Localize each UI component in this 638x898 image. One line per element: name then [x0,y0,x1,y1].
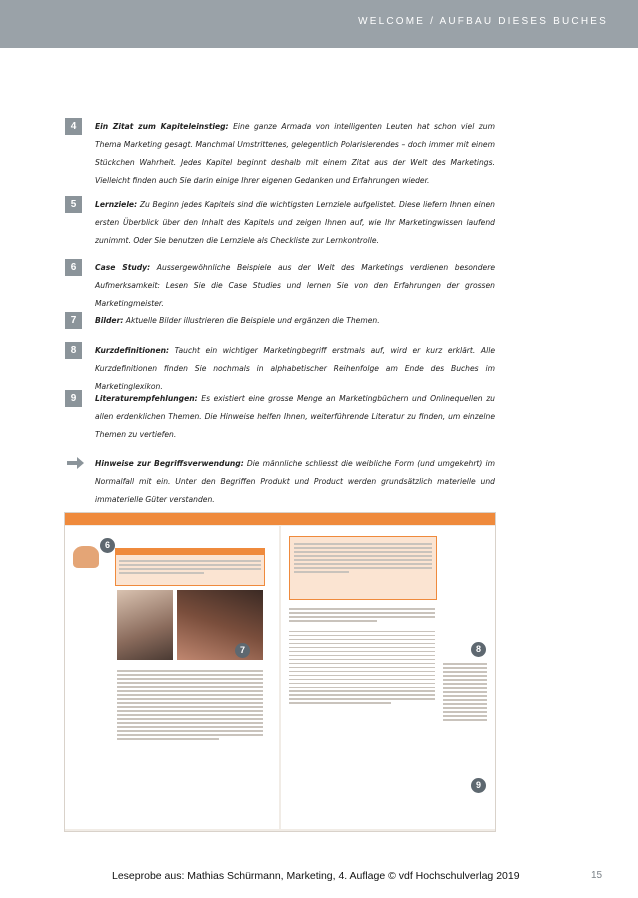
sample-photo-angels [117,590,173,660]
number-badge: 5 [65,196,82,213]
note-term: Hinweise zur Begriffsverwendung: [95,459,244,468]
sample-badge-7: 7 [235,643,250,658]
item-text [95,390,495,444]
note-item [65,455,495,509]
item-text [95,259,495,313]
sample-header-bar [65,513,495,525]
sample-margin-notes [443,661,487,723]
item-body: Aussergewöhnliche Beispiele aus der Welt des Marketings verdienen besondere Aufmerksamkeit: Lesen Sie die Case Studies und lernen Sie von den Erfahrungen der grossen Marketingmeister. [95,263,495,308]
sample-badge-9: 9 [471,778,486,793]
list-item [65,259,495,313]
note-text [95,455,495,509]
sample-left-page [65,526,279,829]
sample-figurine-image [73,546,99,568]
sample-right-text [289,606,435,706]
item-term: Kurzdefinitionen: [95,346,170,355]
item-body: Es existiert eine grosse Menge an Marketingbüchern und Onlinequellen zu allen erdenklichen Themen. Die Hinweise helfen Ihnen, weiterführende Literatur zu finden, um einzelne Themen zu vertiefen. [95,394,495,439]
item-term: Lernziele: [95,200,138,209]
item-text [95,312,495,330]
sample-case-study-box [115,548,265,586]
item-body: Aktuelle Bilder illustrieren die Beispiele und ergänzen die Themen. [123,316,380,325]
note-body: Die männliche schliesst die weibliche Form (und umgekehrt) im Normalfall mit ein. Unter den Begriffen Produkt und Product werden grundsätzlich materielle und immaterielle Güter verstanden. [95,459,495,504]
number-badge: 9 [65,390,82,407]
item-text [95,342,495,396]
page-number: 15 [591,870,603,881]
item-term: Literaturempfehlungen: [95,394,198,403]
item-body: Taucht ein wichtiger Marketingbegriff erstmals auf, wird er kurz erklärt. Alle Kurzdefinitionen finden Sie nochmals in alphabetischer Reihenfolge am Ende des Buches im Marketinglexikon. [95,346,495,391]
item-term: Case Study: [95,263,151,272]
sample-quote-box [289,536,437,600]
item-term: Ein Zitat zum Kapiteleinstieg: [95,122,229,131]
number-badge: 8 [65,342,82,359]
sample-photo-woman [177,590,263,660]
number-badge: 4 [65,118,82,135]
page-header-title: WELCOME / AUFBAU DIESES BUCHES [358,16,608,27]
arrow-right-icon [65,455,87,472]
sample-left-text [117,668,263,742]
number-badge: 7 [65,312,82,329]
item-text [95,118,495,190]
sample-badge-6: 6 [100,538,115,553]
item-body: Eine ganze Armada von intelligenten Leuten hat schon viel zum Thema Marketing gesagt. Manchmal Umstrittenes, gelegentlich Polarisierendes – doch immer mit einem Stückchen Wahrheit. Jedes Kapitel beginnt deshalb mit einem Zitat aus der Welt des Marketings. Vielleicht finden auch Sie darin einige Ihrer eigenen Gedanken und Erfahrungen wieder. [95,122,496,185]
sample-right-page [281,526,495,829]
number-badge: 6 [65,259,82,276]
footer-credit: Leseprobe aus: Mathias Schürmann, Marketing, 4. Auflage © vdf Hochschulverlag 2019 [112,870,520,882]
list-item [65,196,495,250]
item-body: Zu Beginn jedes Kapitels sind die wichtigsten Lernziele aufgelistet. Diese liefern Ihnen einen ersten Überblick über den Inhalt des Kapitels und zeigen Ihnen auf, wie Ihr Marketingwissen laufend zunimmt. Oder Sie benutzen die Lernziele als Checkliste zur Lernkontrolle. [95,200,495,245]
list-item [65,118,495,190]
sample-spread-image [64,512,496,832]
page-footer [0,864,638,888]
list-item [65,390,495,444]
header-band [0,0,638,48]
item-term: Bilder: [95,316,124,325]
list-item [65,312,495,330]
list-item [65,342,495,396]
sample-badge-8: 8 [471,642,486,657]
item-text [95,196,495,250]
